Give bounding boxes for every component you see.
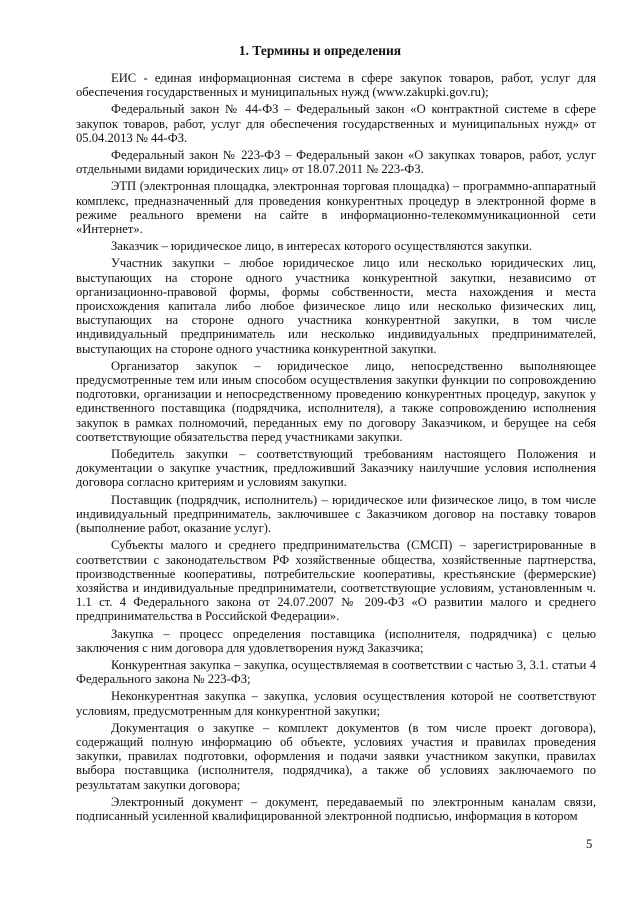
paragraph-noncompetitive: Неконкурентная закупка – закупка, условия осуществления которой не соответствуют условиям, предусмотренным для конкурентной закупки; <box>76 689 596 718</box>
paragraph-participant: Участник закупки – любое юридическое лицо или несколько юридических лиц, выступающих на стороне одного участника конкурентной закупки, независимо от организационно-правовой формы, формы собственности, места нахождения и места происхождения капитала либо любое физическое лицо или несколько физических лиц, выступающих на стороне одного участника конкурентной закупки, в том числе индивидуальный предприниматель или несколько индивидуальных предпринимателей, выступающих на стороне одного участника конкурентной закупки. <box>76 256 596 356</box>
paragraph-winner: Победитель закупки – соответствующий требованиям настоящего Положения и документации о закупке участник, предложивший Заказчику наилучшие условия исполнения договора согласно критериям и условиям закупки. <box>76 447 596 490</box>
page-number: 5 <box>586 837 593 851</box>
paragraph-customer: Заказчик – юридическое лицо, в интересах которого осуществляются закупки. <box>111 239 533 254</box>
paragraph-documentation: Документация о закупке – комплект документов (в том числе проект договора), содержащий полную информацию об объекте, условиях участия и правилах проведения закупки, правилах подготовки, оформления и подачи заявки участником закупки, правилах выбора поставщика (исполнителя, подрядчика), а также об условиях заключаемого по результатам закупки договора; <box>76 720 596 792</box>
paragraph-smsp: Субъекты малого и среднего предпринимательства (СМСП) – зарегистрированные в соответствии с законодательством РФ хозяйственные общества, хозяйственные партнерства, производственные кооперативы, потребительские кооперативы, крестьянские (фермерские) хозяйства и индивидуальные предприниматели, соответствующие условиям, установленным ч. 1.1 ст. 4 Федерального закона от 24.07.2007 № 209-ФЗ «О развитии малого и среднего предпринимательства в Российской Федерации». <box>76 538 596 624</box>
paragraph-eis: ЕИС - единая информационная система в сфере закупок товаров, работ, услуг для обеспечения государственных и муниципальных нужд (www.zakupki.gov.ru); <box>76 71 596 100</box>
paragraph-etp: ЭТП (электронная площадка, электронная торговая площадка) – программно-аппаратный комплекс, предназначенный для проведения конкурентных процедур в электронной форме в режиме реального времени на сайте в информационно-телекоммуникационной сети «Интернет». <box>76 179 596 237</box>
document-body <box>76 71 596 826</box>
paragraph-44fz: Федеральный закон № 44-ФЗ – Федеральный закон «О контрактной системе в сфере закупок товаров, работ, услуг для обеспечения государственных и муниципальных нужд» от 05.04.2013 № 44-ФЗ. <box>76 102 596 145</box>
paragraph-supplier: Поставщик (подрядчик, исполнитель) – юридическое или физическое лицо, в том числе индивидуальный предприниматель, заключившее с Заказчиком договор на поставку товаров (выполнение работ, оказание услуг). <box>76 492 596 536</box>
paragraph-223fz: Федеральный закон № 223-ФЗ – Федеральный закон «О закупках товаров, работ, услуг отдельными видами юридических лиц» от 18.07.2011 № 223-ФЗ. <box>76 148 596 177</box>
paragraph-procurement: Закупка – процесс определения поставщика (исполнителя, подрядчика) с целью заключения с ним договора для удовлетворения нужд Заказчика; <box>76 626 596 655</box>
paragraph-e-document: Электронный документ – документ, передаваемый по электронным каналам связи, подписанный усиленной квалифицированной электронной подписью, информация в котором <box>76 794 596 823</box>
section-heading: 1. Термины и определения <box>238 43 402 58</box>
paragraph-competitive: Конкурентная закупка – закупка, осуществляемая в соответствии с частью 3, 3.1. статьи 4 Федерального закона № 223-ФЗ; <box>76 657 596 687</box>
paragraph-organizer: Организатор закупок – юридическое лицо, непосредственно выполняющее предусмотренные тем или иным способом осуществления закупки функции по сопровождению подготовки, организации и непосредственному проведению конкурентных процедур, закупок у единственного поставщика (подрядчика, исполнителя), а также сопровождению исполнения закупок в рамках полномочий, переданных ему по договору Заказчиком, и берущее на себя соответствующие обязательства перед участниками закупки. <box>76 358 596 444</box>
